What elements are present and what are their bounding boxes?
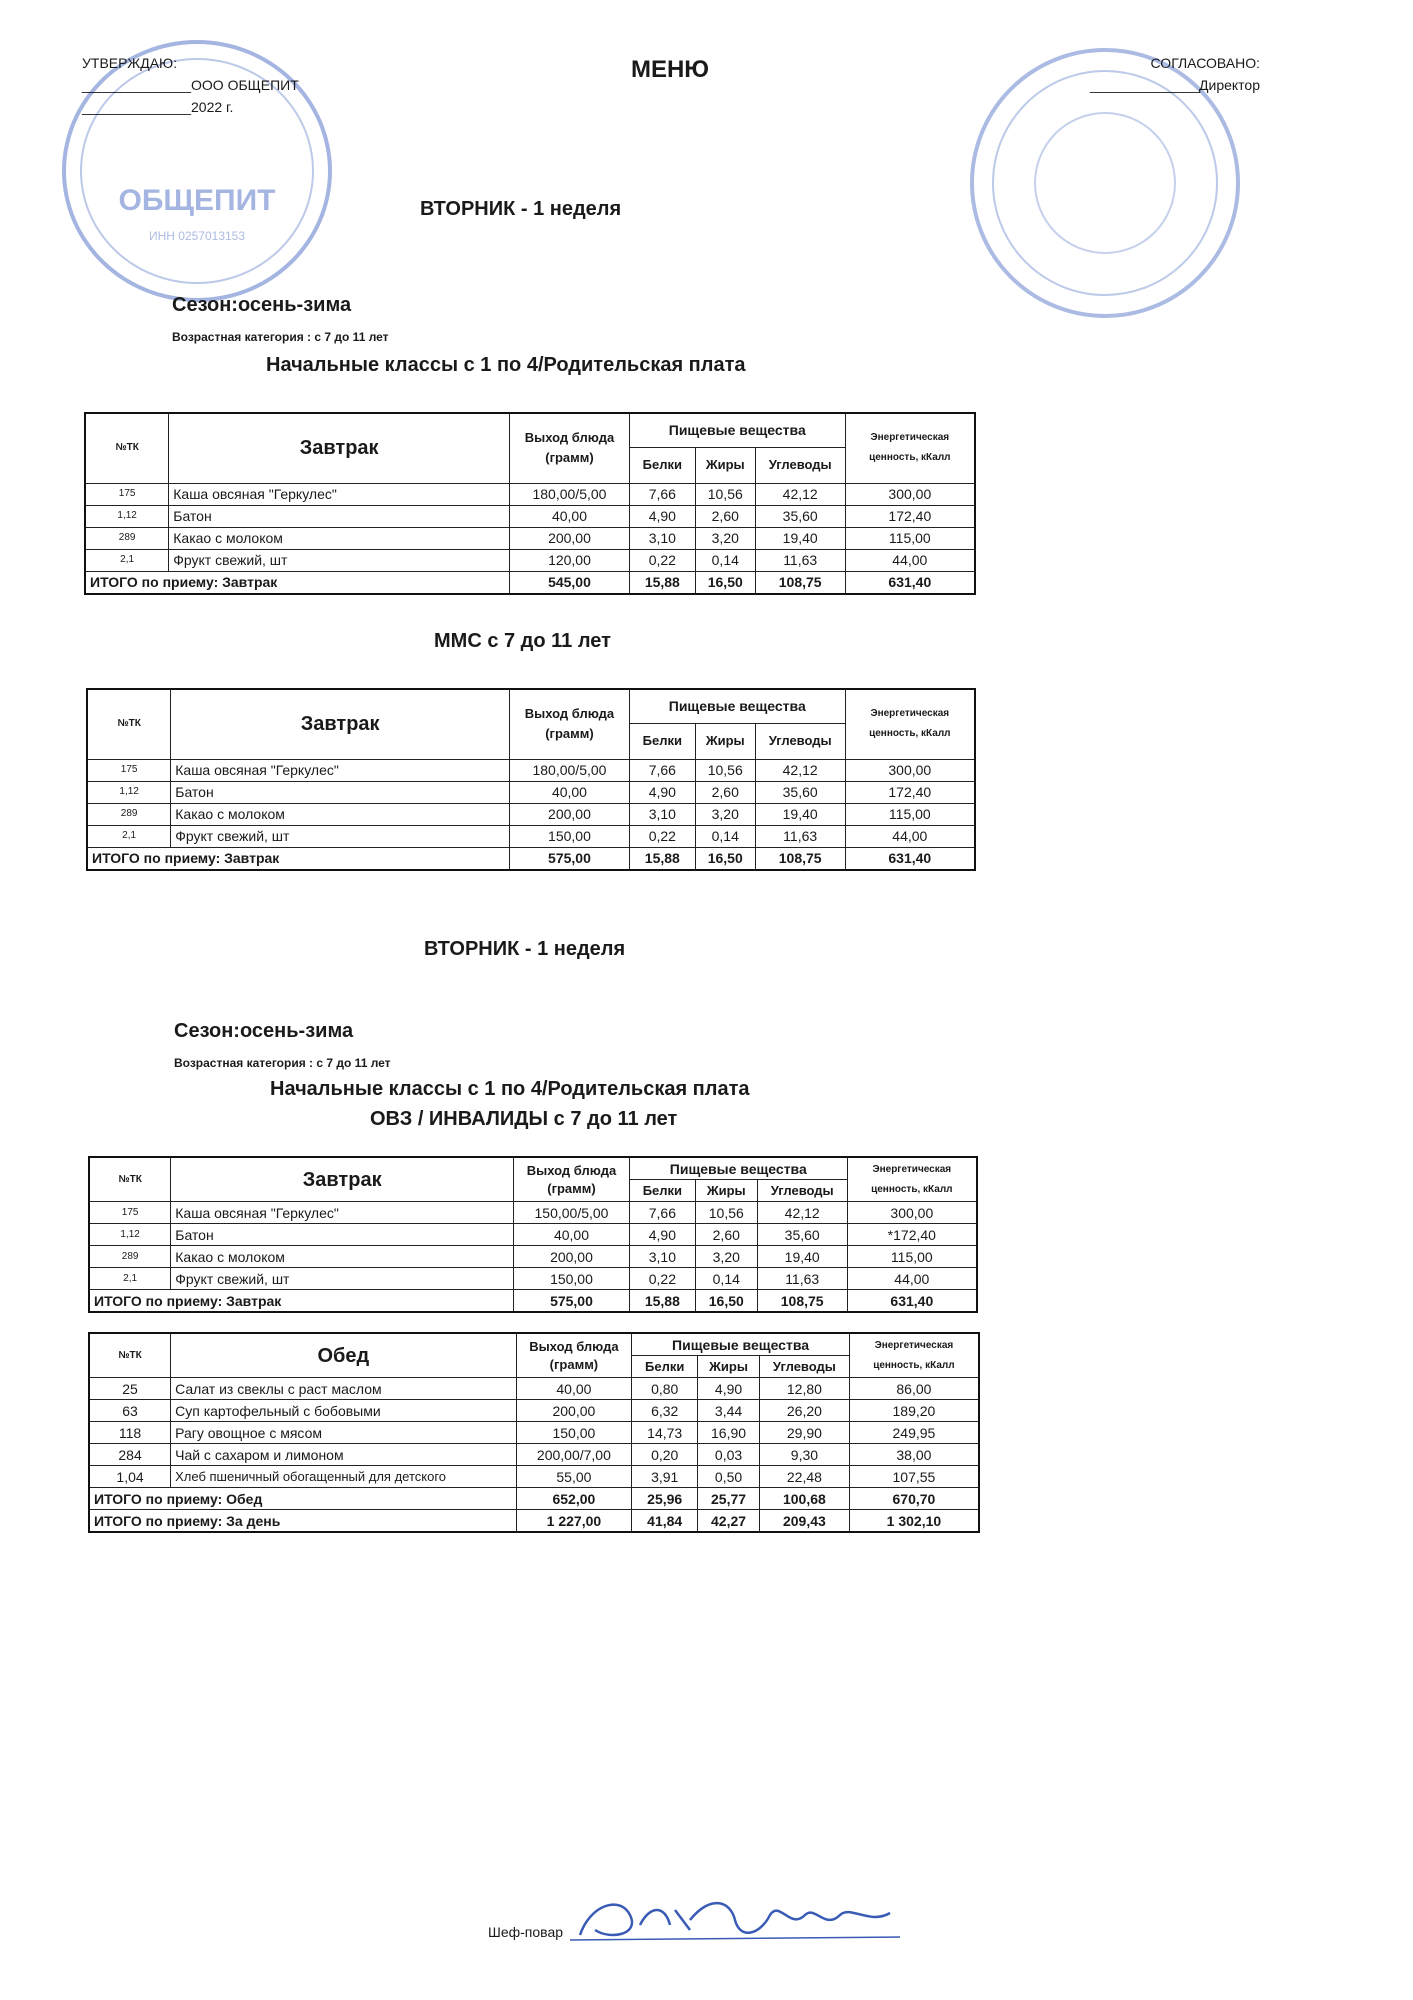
col-carbs: Углеводы [757, 1180, 847, 1202]
col-carbs: Углеводы [755, 723, 845, 759]
col-energy: Энергетическая ценность, кКалл [845, 689, 975, 759]
total-row: ИТОГО по приему: Завтрак 545,00 15,88 16,50 108,75 631,40 [85, 571, 975, 594]
table-row: 2,1 Фрукт свежий, шт 150,00 0,22 0,14 11,63 44,00 [89, 1268, 977, 1290]
col-protein: Белки [629, 1180, 695, 1202]
group-title: Начальные классы с 1 по 4/Родительская плата [266, 354, 746, 376]
table-row: 1,12 Батон 40,00 4,90 2,60 35,60 172,40 [85, 505, 975, 527]
agreed-block [1000, 52, 1260, 96]
table-row: 175 Каша овсяная "Геркулес" 180,00/5,00 7,66 10,56 42,12 300,00 [85, 483, 975, 505]
age-category: Возрастная категория : с 7 до 11 лет [172, 330, 389, 344]
col-nutrients: Пищевые вещества [629, 689, 845, 723]
col-fat: Жиры [695, 447, 755, 483]
approve-org: ______________ООО ОБЩЕПИТ [82, 77, 299, 93]
col-tk: №ТК [87, 689, 171, 759]
col-fat: Жиры [698, 1356, 760, 1378]
age-category-2: Возрастная категория : с 7 до 11 лет [174, 1056, 391, 1070]
col-nutrients: Пищевые вещества [632, 1333, 850, 1356]
table-row: 1,12 Батон 40,00 4,90 2,60 35,60 *172,40 [89, 1224, 977, 1246]
lunch-table [88, 1332, 980, 1533]
day-title-2: ВТОРНИК - 1 неделя [424, 938, 626, 960]
breakfast-table-3 [88, 1156, 978, 1313]
col-energy: Энергетическая ценность, кКалл [849, 1333, 979, 1378]
approve-label: УТВЕРЖДАЮ: [82, 55, 178, 71]
agreed-director: ______________Директор [1090, 77, 1260, 93]
chef-label: Шеф-повар [488, 1924, 564, 1940]
col-carbs: Углеводы [755, 447, 845, 483]
agreed-label: СОГЛАСОВАНО: [1150, 55, 1260, 71]
group-title-2: Начальные классы с 1 по 4/Родительская плата [270, 1078, 750, 1100]
table-row: 1,04 Хлеб пшеничный обогащенный для детского 55,00 3,91 0,50 22,48 107,55 [89, 1466, 979, 1488]
col-energy: Энергетическая ценность, кКалл [845, 413, 975, 483]
table-row: 1,12 Батон 40,00 4,90 2,60 35,60 172,40 [87, 781, 975, 803]
day-total-row: ИТОГО по приему: За день 1 227,00 41,84 42,27 209,43 1 302,10 [89, 1510, 979, 1533]
col-output: Выход блюда (грамм) [514, 1157, 630, 1202]
col-output: Выход блюда (грамм) [510, 689, 630, 759]
total-row: ИТОГО по приему: Завтрак 575,00 15,88 16,50 108,75 631,40 [87, 847, 975, 870]
page-title: МЕНЮ [630, 56, 710, 83]
mms-title: ММС с 7 до 11 лет [434, 630, 611, 652]
col-fat: Жиры [695, 1180, 757, 1202]
col-meal: Завтрак [171, 689, 510, 759]
table-row: 289 Какао с молоком 200,00 3,10 3,20 19,40 115,00 [87, 803, 975, 825]
subgroup-title: ОВЗ / ИНВАЛИДЫ с 7 до 11 лет [370, 1108, 678, 1130]
col-meal: Обед [171, 1333, 516, 1378]
season-label-2: Сезон:осень-зима [174, 1020, 354, 1042]
season-label: Сезон:осень-зима [172, 294, 352, 316]
col-nutrients: Пищевые вещества [629, 413, 845, 447]
table-row: 118 Рагу овощное с мясом 150,00 14,73 16,90 29,90 249,95 [89, 1422, 979, 1444]
total-row: ИТОГО по приему: Обед 652,00 25,96 25,77 100,68 670,70 [89, 1488, 979, 1510]
col-output: Выход блюда (грамм) [516, 1333, 632, 1378]
table-row: 25 Салат из свеклы с раст маслом 40,00 0,80 4,90 12,80 86,00 [89, 1378, 979, 1400]
approve-date: ______________2022 г. [82, 99, 234, 115]
table-row: 63 Суп картофельный с бобовыми 200,00 6,32 3,44 26,20 189,20 [89, 1400, 979, 1422]
table-row: 175 Каша овсяная "Геркулес" 150,00/5,00 7,66 10,56 42,12 300,00 [89, 1202, 977, 1224]
table-row: 2,1 Фрукт свежий, шт 120,00 0,22 0,14 11,63 44,00 [85, 549, 975, 571]
breakfast-table-1 [84, 412, 976, 595]
col-output: Выход блюда (грамм) [510, 413, 630, 483]
table-row: 289 Какао с молоком 200,00 3,10 3,20 19,40 115,00 [89, 1246, 977, 1268]
table-row: 2,1 Фрукт свежий, шт 150,00 0,22 0,14 11,63 44,00 [87, 825, 975, 847]
table-row: 289 Какао с молоком 200,00 3,10 3,20 19,40 115,00 [85, 527, 975, 549]
col-tk: №ТК [89, 1157, 171, 1202]
day-title: ВТОРНИК - 1 неделя [420, 198, 622, 220]
col-protein: Белки [632, 1356, 698, 1378]
col-tk: №ТК [89, 1333, 171, 1378]
chef-signature [570, 1885, 910, 1955]
col-nutrients: Пищевые вещества [629, 1157, 847, 1180]
col-meal: Завтрак [169, 413, 510, 483]
table-row: 175 Каша овсяная "Геркулес" 180,00/5,00 7,66 10,56 42,12 300,00 [87, 759, 975, 781]
col-meal: Завтрак [171, 1157, 514, 1202]
col-energy: Энергетическая ценность, кКалл [847, 1157, 977, 1202]
table-row: 284 Чай с сахаром и лимоном 200,00/7,00 0,20 0,03 9,30 38,00 [89, 1444, 979, 1466]
col-tk: №ТК [85, 413, 169, 483]
breakfast-table-2 [86, 688, 976, 871]
total-row: ИТОГО по приему: Завтрак 575,00 15,88 16,50 108,75 631,40 [89, 1290, 977, 1313]
col-fat: Жиры [695, 723, 755, 759]
col-carbs: Углеводы [759, 1356, 849, 1378]
left-stamp-inn: ИНН 0257013153 [148, 229, 246, 243]
col-protein: Белки [629, 723, 695, 759]
col-protein: Белки [629, 447, 695, 483]
left-stamp-title: ОБЩЕПИТ [118, 184, 276, 217]
